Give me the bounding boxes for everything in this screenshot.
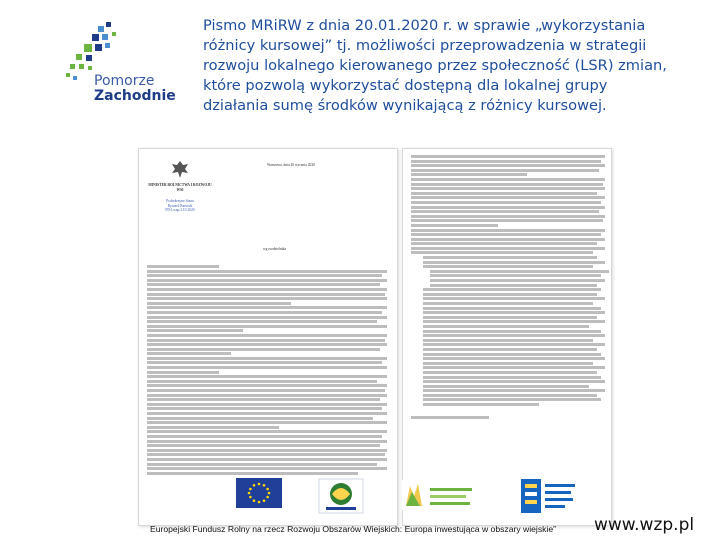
letter-page-2-text <box>411 155 605 421</box>
program-rozwoju-logo-icon <box>520 478 578 518</box>
website-url[interactable]: www.wzp.pl <box>594 515 695 535</box>
letter-page-2 <box>402 148 612 526</box>
leader-logo-icon <box>318 478 364 514</box>
logo-line-1: Pomorze <box>94 73 155 89</box>
prow-logo-icon <box>400 478 480 514</box>
signature-line: Ryszard Bartosik <box>167 203 193 208</box>
ministry-name: MINISTER ROLNICTWA I ROZWOJU WSI <box>148 183 212 192</box>
pomorze-zachodnie-logo <box>62 18 182 118</box>
signature-block <box>145 199 215 213</box>
letter-body-text <box>147 265 387 476</box>
footer-funding-text: Europejski Fundusz Rolny na rzecz Rozwoju Obszarów Wiejskich: Europa inwestująca w obszary wiejskie” <box>150 524 556 534</box>
letter-page-1 <box>138 148 398 526</box>
eu-flag-icon <box>236 478 282 508</box>
signature-line: FD-I.wap.2.10.2020 <box>165 208 195 213</box>
slide-headline: Pismo MRiRW z dnia 20.01.2020 r. w sprawie „wykorzystania różnicy kursowej” tj. możliwości przeprowadzenia w strategii rozwoju lokalnego kierowanego przez społeczność (LSR) zmian, które pozwolą wykorzystać dostępną dla lokalnej grupy działania sumę środków wynikającą z różnicy kursowej. <box>203 17 667 114</box>
letter-date: Warszawa, dnia 20 stycznia 2020 <box>267 163 315 167</box>
eagle-emblem-icon <box>169 159 191 181</box>
logo-wordmark <box>94 74 176 104</box>
letter-addressee: wg rozdzielnika <box>263 247 287 251</box>
logo-line-2: Zachodnie <box>94 88 176 104</box>
signature-line: Podsekretarz Stanu <box>166 199 194 203</box>
